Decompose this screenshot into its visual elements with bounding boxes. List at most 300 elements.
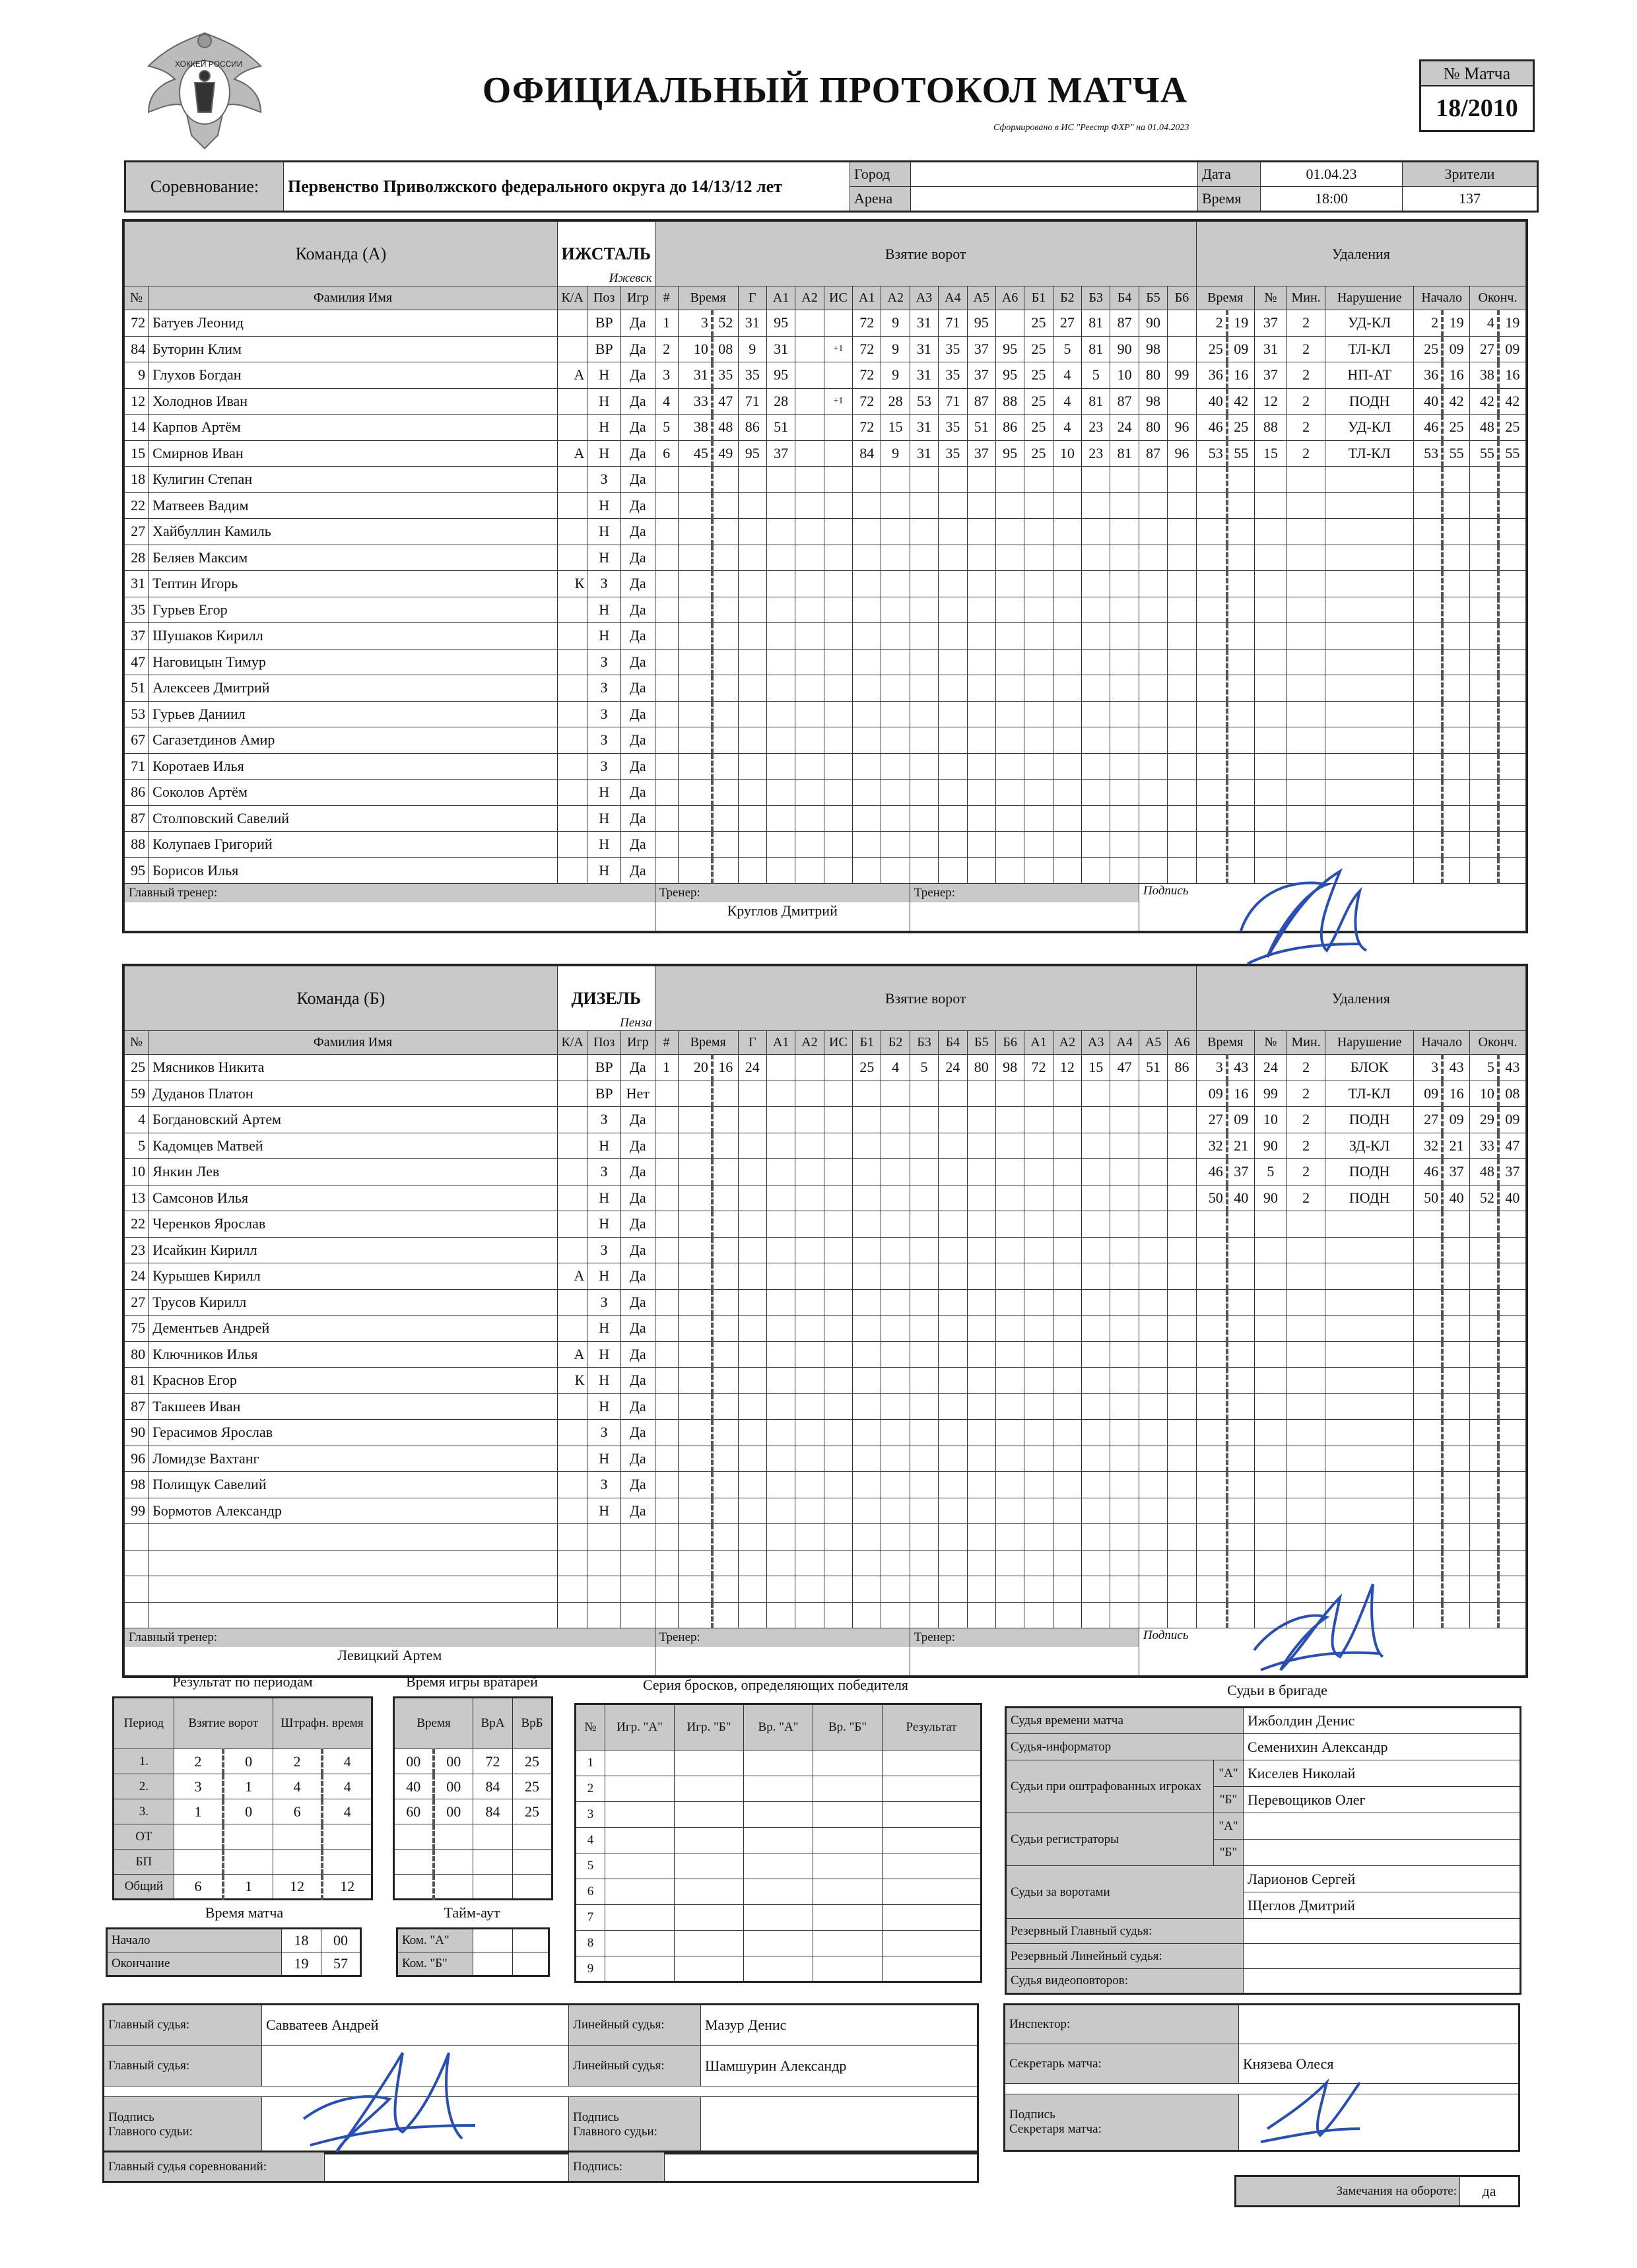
periods-h-pen: Штрафн. время xyxy=(273,1698,372,1749)
goalie-b xyxy=(513,1824,552,1850)
goal-scorer xyxy=(738,597,766,623)
pen-sec-time xyxy=(1227,1576,1254,1603)
periods-h-period: Период xyxy=(114,1698,174,1749)
goal-a2 xyxy=(795,1602,824,1628)
onice-player xyxy=(995,1393,1024,1420)
table-row xyxy=(125,727,1526,754)
period-goals-b: 1 xyxy=(223,1875,273,1900)
player-name: Бормотов Александр xyxy=(149,1498,558,1524)
pen-minutes xyxy=(1287,753,1325,780)
pen-player xyxy=(1254,1263,1287,1290)
pen-sec-time xyxy=(1227,545,1254,571)
team_b-name: ДИЗЕЛЬ xyxy=(571,988,641,1008)
goal-is xyxy=(824,467,852,493)
onice-player xyxy=(939,857,967,884)
onice-player xyxy=(967,727,995,754)
player-name: Матвеев Вадим xyxy=(149,492,558,519)
pen-minutes: 2 xyxy=(1287,336,1325,362)
pen-end-sec xyxy=(1498,1550,1526,1576)
pen-end-min xyxy=(1469,1393,1498,1420)
onice-player: 9 xyxy=(881,440,910,467)
goal-num: 5 xyxy=(655,415,678,441)
team_a-h-player-2: К/А xyxy=(557,286,587,310)
goal-a2 xyxy=(795,1393,824,1420)
pen-end-min xyxy=(1469,597,1498,623)
table-row xyxy=(576,1828,982,1853)
goal-a2 xyxy=(795,832,824,858)
onice-player xyxy=(1053,597,1081,623)
shootout-h-ga: Вр. "А" xyxy=(744,1704,813,1751)
player-ka xyxy=(557,1211,587,1238)
inspector-label: Инспектор: xyxy=(1005,2005,1239,2044)
pen-end-sec xyxy=(1498,1393,1526,1420)
onice-player xyxy=(881,545,910,571)
pen-start-min xyxy=(1414,780,1442,806)
onice-player xyxy=(1053,1211,1081,1238)
onice-player xyxy=(1139,780,1167,806)
pen-end-min xyxy=(1469,1341,1498,1368)
goal-sec xyxy=(712,1185,738,1211)
pen-minutes xyxy=(1287,467,1325,493)
pen-sec-time xyxy=(1227,467,1254,493)
onice-player xyxy=(967,1602,995,1628)
pen-end-sec: 55 xyxy=(1498,440,1526,467)
goal-min xyxy=(678,805,712,832)
onice-player xyxy=(881,597,910,623)
onice-player xyxy=(1110,1107,1139,1133)
onice-player xyxy=(967,571,995,597)
onice-player: 96 xyxy=(1168,440,1197,467)
onice-player xyxy=(1168,1576,1197,1603)
player-number: 23 xyxy=(125,1237,149,1263)
goal-num xyxy=(655,1602,678,1628)
player-ka xyxy=(557,1107,587,1133)
goal-sec xyxy=(712,492,738,519)
onice-player xyxy=(1053,1081,1081,1107)
onice-player xyxy=(939,1393,967,1420)
player-igr: Да xyxy=(620,1055,655,1081)
match-number-label: № Матча xyxy=(1421,61,1533,86)
goalie-a xyxy=(473,1850,513,1875)
player-igr: Да xyxy=(620,1237,655,1263)
pen-start-min xyxy=(1414,1576,1442,1603)
team_b-h-onice-7: А2 xyxy=(1053,1031,1081,1055)
onice-player xyxy=(1168,597,1197,623)
goal-num xyxy=(655,1133,678,1159)
shootout-h-res: Результат xyxy=(883,1704,982,1751)
player-number: 53 xyxy=(125,701,149,727)
shootout-cell xyxy=(605,1802,675,1828)
shootout-cell xyxy=(744,1879,813,1905)
player-igr: Да xyxy=(620,1159,655,1185)
pen-start-min xyxy=(1414,701,1442,727)
onice-player xyxy=(1024,597,1053,623)
goal-min xyxy=(678,1498,712,1524)
goal-sec xyxy=(712,1498,738,1524)
team_b-h-player-3: Поз xyxy=(587,1031,621,1055)
player-ka xyxy=(557,649,587,675)
pen-end-min xyxy=(1469,1524,1498,1551)
pen-end-sec xyxy=(1498,597,1526,623)
onice-player xyxy=(1082,832,1110,858)
pen-player: 12 xyxy=(1254,388,1287,415)
onice-player xyxy=(853,1133,881,1159)
shootout-h-gb: Вр. "Б" xyxy=(813,1704,883,1751)
goal-scorer xyxy=(738,1420,766,1446)
onice-player xyxy=(1082,571,1110,597)
period-pen-b xyxy=(322,1850,372,1875)
onice-player xyxy=(1082,1602,1110,1628)
pen-minutes xyxy=(1287,1316,1325,1342)
onice-player xyxy=(1082,780,1110,806)
goal-scorer xyxy=(738,1368,766,1394)
onice-player xyxy=(995,1420,1024,1446)
player-ka: А xyxy=(557,440,587,467)
pen-player xyxy=(1254,1472,1287,1498)
shootout-cell xyxy=(813,1879,883,1905)
pen-violation xyxy=(1325,1237,1414,1263)
pen-sec-time xyxy=(1227,1289,1254,1316)
onice-player xyxy=(910,1316,938,1342)
shootout-cell xyxy=(883,1931,982,1956)
goal-scorer xyxy=(738,1550,766,1576)
pen-minutes xyxy=(1287,1576,1325,1603)
onice-player xyxy=(939,832,967,858)
pen-end-sec xyxy=(1498,1211,1526,1238)
player-pos: З xyxy=(587,1472,621,1498)
shootout-cell xyxy=(883,1905,982,1931)
video-judge xyxy=(1244,1969,1521,1994)
pen-sec-time xyxy=(1227,1446,1254,1472)
pen-min-time: 40 xyxy=(1196,388,1226,415)
onice-player xyxy=(881,753,910,780)
pen-start-min xyxy=(1414,1393,1442,1420)
player-pos: З xyxy=(587,701,621,727)
goal-a2 xyxy=(795,571,824,597)
onice-player: 4 xyxy=(881,1055,910,1081)
onice-player xyxy=(881,1602,910,1628)
onice-player xyxy=(939,1420,967,1446)
periods-table xyxy=(112,1696,373,1900)
goal-num xyxy=(655,1420,678,1446)
shootout-cell xyxy=(813,1905,883,1931)
pen-player xyxy=(1254,519,1287,545)
onice-player xyxy=(1110,1393,1139,1420)
shootout-num: 6 xyxy=(576,1879,605,1905)
match-end-label: Окончание xyxy=(107,1952,282,1976)
pen-start-min xyxy=(1414,857,1442,884)
pen-end-sec: 42 xyxy=(1498,388,1526,415)
onice-player xyxy=(995,545,1024,571)
table-row xyxy=(125,623,1526,650)
onice-player xyxy=(1053,1289,1081,1316)
pen-min-time xyxy=(1196,1550,1226,1576)
goal-a2 xyxy=(795,388,824,415)
onice-player xyxy=(939,1341,967,1368)
shootout-cell xyxy=(675,1905,744,1931)
pen-start-sec xyxy=(1442,701,1469,727)
onice-player xyxy=(939,1237,967,1263)
pen-start-min xyxy=(1414,519,1442,545)
onice-player xyxy=(967,1185,995,1211)
pen-start-min xyxy=(1414,492,1442,519)
onice-player xyxy=(995,753,1024,780)
player-number: 27 xyxy=(125,1289,149,1316)
pen-start-sec xyxy=(1442,467,1469,493)
team_b-head-coach-label: Главный тренер: xyxy=(125,1628,655,1647)
team_a-coach2-label: Тренер: xyxy=(910,884,1139,902)
pen-start-min: 40 xyxy=(1414,388,1442,415)
pen-end-min: 38 xyxy=(1469,362,1498,389)
pen-min-time xyxy=(1196,571,1226,597)
team_a-h-onice-3: А4 xyxy=(939,286,967,310)
onice-player xyxy=(995,467,1024,493)
pen-min-time xyxy=(1196,857,1226,884)
player-pos: ВР xyxy=(587,336,621,362)
onice-player xyxy=(967,1107,995,1133)
goal-sec xyxy=(712,1550,738,1576)
team_a-coach: Круглов Дмитрий xyxy=(727,902,838,919)
onice-player xyxy=(1053,1420,1081,1446)
onice-player xyxy=(881,727,910,754)
onice-player xyxy=(1082,1289,1110,1316)
goal-a2 xyxy=(795,1055,824,1081)
onice-player: 80 xyxy=(1139,415,1167,441)
pen-sec-time xyxy=(1227,623,1254,650)
player-number: 90 xyxy=(125,1420,149,1446)
pen-end-min xyxy=(1469,780,1498,806)
onice-player xyxy=(1110,623,1139,650)
player-pos: Н xyxy=(587,1185,621,1211)
pen-min-time xyxy=(1196,1602,1226,1628)
goal-a1 xyxy=(766,1237,795,1263)
pen-violation: УД-КЛ xyxy=(1325,415,1414,441)
pen-violation xyxy=(1325,1472,1414,1498)
goal-a1 xyxy=(766,1498,795,1524)
onice-player xyxy=(939,519,967,545)
onice-player xyxy=(853,832,881,858)
player-igr: Да xyxy=(620,1263,655,1290)
goal-sec xyxy=(712,727,738,754)
pen-end-sec xyxy=(1498,1498,1526,1524)
table-row xyxy=(125,805,1526,832)
player-ka xyxy=(557,701,587,727)
goal-scorer xyxy=(738,492,766,519)
goal-a2 xyxy=(795,1263,824,1290)
pen-start-sec: 42 xyxy=(1442,388,1469,415)
pen-violation xyxy=(1325,805,1414,832)
onice-player xyxy=(939,1211,967,1238)
player-pos xyxy=(587,1524,621,1551)
player-name: Кулигин Степан xyxy=(149,467,558,493)
goal-sec xyxy=(712,675,738,702)
onice-player xyxy=(939,1107,967,1133)
player-igr: Да xyxy=(620,1316,655,1342)
player-ka xyxy=(557,805,587,832)
timekeeper: Ижболдин Денис xyxy=(1244,1708,1521,1734)
goal-is xyxy=(824,1237,852,1263)
onice-player xyxy=(881,1368,910,1394)
team_b-h-pen-end: Оконч. xyxy=(1469,1031,1525,1055)
team_a-h-onice-11: Б6 xyxy=(1168,286,1197,310)
goal-min xyxy=(678,1550,712,1576)
goal-sec: 47 xyxy=(712,388,738,415)
onice-player: 35 xyxy=(939,440,967,467)
player-name: Курышев Кирилл xyxy=(149,1263,558,1290)
onice-player xyxy=(1053,467,1081,493)
player-ka xyxy=(557,1550,587,1576)
onice-player xyxy=(1110,545,1139,571)
onice-player xyxy=(1168,571,1197,597)
goal-a2 xyxy=(795,753,824,780)
onice-player xyxy=(1082,597,1110,623)
pen-start-min xyxy=(1414,623,1442,650)
onice-player xyxy=(1168,1159,1197,1185)
player-pos: З xyxy=(587,1107,621,1133)
goal-a1 xyxy=(766,1159,795,1185)
pen-end-sec: 19 xyxy=(1498,310,1526,337)
pen-sec-time xyxy=(1227,857,1254,884)
onice-player xyxy=(881,1289,910,1316)
date-value: 01.04.23 xyxy=(1261,162,1403,187)
goal-a1 xyxy=(766,1341,795,1368)
competition-label: Соревнование: xyxy=(125,162,284,212)
pen-sec-time xyxy=(1227,1550,1254,1576)
team_b-h-pen-min: Мин. xyxy=(1287,1031,1325,1055)
goal-is xyxy=(824,492,852,519)
onice-player xyxy=(1024,1368,1053,1394)
onice-player xyxy=(1053,1237,1081,1263)
player-name: Кадомцев Матвей xyxy=(149,1133,558,1159)
pen-player xyxy=(1254,1368,1287,1394)
match-time-title: Время матча xyxy=(205,1904,284,1921)
sign-main-1 xyxy=(262,2097,569,2154)
pen-start-min xyxy=(1414,832,1442,858)
team_a-h-goal-time: Время xyxy=(678,286,738,310)
pen-sec-time xyxy=(1227,519,1254,545)
player-igr: Да xyxy=(620,1211,655,1238)
onice-player: 72 xyxy=(853,362,881,389)
player-igr: Да xyxy=(620,780,655,806)
pen-violation xyxy=(1325,832,1414,858)
remarks-table xyxy=(1234,2175,1520,2207)
onice-player xyxy=(939,1602,967,1628)
player-ka xyxy=(557,1055,587,1081)
onice-player: 72 xyxy=(853,388,881,415)
pen-violation: ПОДН xyxy=(1325,1107,1414,1133)
player-number xyxy=(125,1524,149,1551)
player-igr: Да xyxy=(620,1472,655,1498)
onice-player xyxy=(853,1498,881,1524)
onice-player xyxy=(910,1263,938,1290)
onice-player xyxy=(995,1368,1024,1394)
line-ref-2: Шамшурин Александр xyxy=(701,2046,978,2086)
pen-start-min: 36 xyxy=(1414,362,1442,389)
onice-player xyxy=(1082,701,1110,727)
pen-minutes: 2 xyxy=(1287,388,1325,415)
pen-minutes xyxy=(1287,857,1325,884)
player-name: Наговицын Тимур xyxy=(149,649,558,675)
remarks-value: да xyxy=(1460,2176,1520,2207)
table-row xyxy=(125,310,1526,337)
onice-player xyxy=(995,310,1024,337)
onice-player xyxy=(1110,1081,1139,1107)
goal-min xyxy=(678,1133,712,1159)
shootout-cell xyxy=(605,1956,675,1982)
shootout-cell xyxy=(675,1828,744,1853)
reserve-line xyxy=(1244,1944,1521,1969)
goal-scorer xyxy=(738,832,766,858)
pen-start-min xyxy=(1414,1602,1442,1628)
period-goals-b: 0 xyxy=(223,1799,273,1824)
player-number: 28 xyxy=(125,545,149,571)
pen-start-min: 46 xyxy=(1414,415,1442,441)
goal-a2 xyxy=(795,362,824,389)
player-pos: З xyxy=(587,571,621,597)
competition-name: Первенство Приволжского федерального округа до 14/13/12 лет xyxy=(284,162,850,212)
team_b-signature-label: Подпись xyxy=(1143,1628,1189,1642)
goal-a2 xyxy=(795,1081,824,1107)
pen-player xyxy=(1254,832,1287,858)
player-igr: Нет xyxy=(620,1081,655,1107)
team_a-label: Команда (А) xyxy=(125,222,558,286)
pen-end-min xyxy=(1469,545,1498,571)
player-igr: Да xyxy=(620,753,655,780)
team_b-h-player-1: Фамилия Имя xyxy=(149,1031,558,1055)
goal-is xyxy=(824,415,852,441)
onice-player xyxy=(1082,1498,1110,1524)
player-pos: Н xyxy=(587,440,621,467)
goalie-time-table xyxy=(393,1696,553,1900)
pen-end-sec xyxy=(1498,1368,1526,1394)
goal-sec xyxy=(712,1472,738,1498)
pen-start-min xyxy=(1414,1368,1442,1394)
goal-is xyxy=(824,440,852,467)
pen-player: 90 xyxy=(1254,1185,1287,1211)
onice-player xyxy=(1139,1159,1167,1185)
onice-player: 90 xyxy=(1110,336,1139,362)
goal-num xyxy=(655,753,678,780)
onice-player xyxy=(910,1602,938,1628)
pen-min-time xyxy=(1196,1498,1226,1524)
goal-scorer xyxy=(738,753,766,780)
player-ka xyxy=(557,832,587,858)
shootout-cell xyxy=(883,1776,982,1802)
spectators-label: Зрители xyxy=(1403,162,1538,187)
goal-min: 3 xyxy=(678,310,712,337)
sign-label: Подпись: xyxy=(569,2152,665,2182)
pen-start-sec xyxy=(1442,1316,1469,1342)
periods-title: Результат по периодам xyxy=(172,1673,313,1690)
onice-player xyxy=(1024,1341,1053,1368)
goal-sec xyxy=(712,649,738,675)
onice-player xyxy=(1168,1472,1197,1498)
sign-main-label-1: Подпись Главного судьи: xyxy=(104,2097,262,2154)
team_b-h-onice-4: Б5 xyxy=(967,1031,995,1055)
pen-min-time xyxy=(1196,701,1226,727)
pen-sec-time xyxy=(1227,780,1254,806)
shootout-cell xyxy=(813,1931,883,1956)
onice-player xyxy=(853,1159,881,1185)
pen-sec-time: 16 xyxy=(1227,362,1254,389)
pen-start-sec xyxy=(1442,571,1469,597)
onice-player xyxy=(939,545,967,571)
pen-end-sec xyxy=(1498,675,1526,702)
goal-sec: 16 xyxy=(712,1055,738,1081)
pen-violation xyxy=(1325,857,1414,884)
pen-player: 90 xyxy=(1254,1133,1287,1159)
pen-player xyxy=(1254,545,1287,571)
